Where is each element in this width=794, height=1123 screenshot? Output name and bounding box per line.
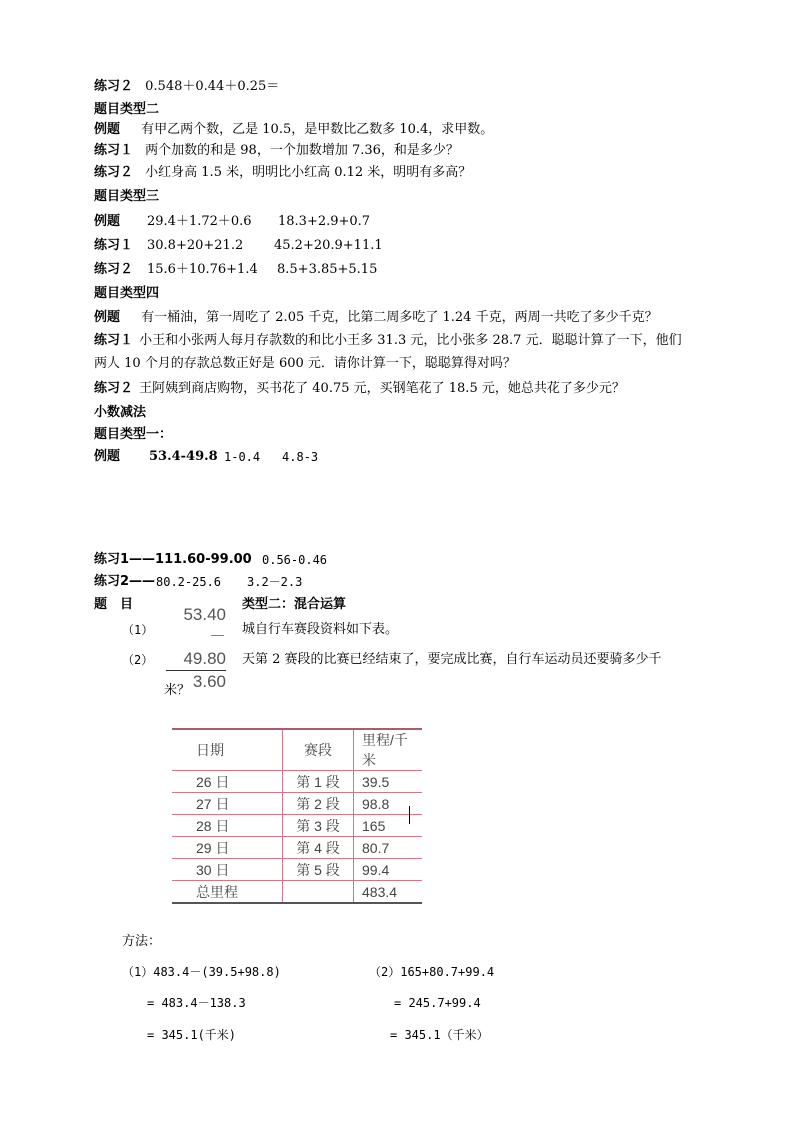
section-heading-type4: 题目类型四 (94, 286, 160, 301)
problem-text: 王阿姨到商店购物，买书花了 40.75 元，买钢笔花了 18.5 元，她总共花了多少元？ (139, 381, 625, 396)
practice-1-line (94, 551, 328, 569)
question-2 (122, 651, 662, 670)
expression: 0.548＋0.44＋0.25＝ (145, 79, 280, 94)
vertical-subtraction (166, 604, 226, 693)
section-heading-subtraction: 小数减法 (94, 405, 147, 420)
line-label: 练习2—— (94, 574, 156, 589)
example-line (94, 309, 658, 327)
line-label: 练习２ (94, 165, 134, 180)
minuend: 53.40 (183, 605, 226, 624)
cell-empty (283, 881, 354, 904)
header-distance: 里程/千米 (354, 729, 423, 771)
cell-stage: 第 2 段 (283, 793, 354, 815)
problem-text: 有一桶油，第一周吃了 2.05 千克，比第二周多吃了 1.24 千克，两周一共吃了多少千克？ (141, 310, 658, 325)
header-stage: 赛段 (283, 729, 354, 771)
cell-date: 27 日 (172, 793, 283, 815)
subtrahend: － 49.80 (183, 627, 226, 668)
section-heading-a: 题 目 (94, 597, 134, 612)
expression-b: 1-0.4 (224, 450, 261, 464)
table-row (172, 815, 422, 837)
question-number: （1） (122, 623, 154, 637)
method-left-step-1: （1）483.4－(39.5+98.8) (122, 965, 281, 979)
cell-total-label: 总里程 (172, 881, 283, 904)
section-heading-type2: 题目类型二 (94, 102, 160, 117)
line-label: 例题 (94, 214, 121, 229)
cell-date: 30 日 (172, 859, 283, 881)
line-label: 练习２ (94, 262, 134, 277)
table-header-row (172, 729, 422, 771)
expression-b: 45.2+20.9+11.1 (274, 238, 383, 253)
cell-distance: 165 (354, 815, 423, 837)
question-2-continuation: 米？ (164, 683, 191, 698)
question-text: 城自行车赛段资料如下表。 (242, 622, 399, 637)
problem-continuation: 两人 10 个月的存款总数正好是 600 元．请你计算一下，聪聪算得对吗？ (94, 356, 516, 371)
cell-distance: 99.4 (354, 859, 423, 881)
cell-stage: 第 3 段 (283, 815, 354, 837)
cell-distance: 98.8 (354, 793, 423, 815)
table-row (172, 837, 422, 859)
question-1 (122, 621, 399, 640)
section-heading-type1: 题目类型一： (94, 427, 173, 442)
line-label: 例题 (94, 310, 121, 325)
problem-text: 小红身高 1.5 米，明明比小红高 0.12 米，明明有多高？ (145, 165, 472, 180)
expression-c: 3.2－2.3 (247, 575, 303, 589)
method-right-step-1: （2）165+80.7+99.4 (369, 965, 495, 979)
problem-text: 小王和小张两人每月存款数的和比小王多 31.3 元，比小张多 28.7 元．聪聪计算了一下，他们 (139, 333, 682, 348)
line-label: 练习１ (94, 143, 134, 158)
race-stage-table (172, 728, 422, 904)
problem-text: 有甲乙两个数，乙是 10.5，是甲数比乙数多 10.4，求甲数。 (141, 122, 494, 137)
difference: 3.60 (166, 670, 226, 693)
practice-1-line (94, 142, 459, 160)
method-right-step-3: = 345.1（千米） (390, 1028, 489, 1042)
method-left-step-3: = 345.1(千米) (147, 1028, 237, 1042)
cell-date: 29 日 (172, 837, 283, 859)
line-label: 例题 (94, 449, 121, 464)
header-date: 日期 (172, 729, 283, 771)
example-line (94, 121, 493, 139)
expression-a: 53.4-49.8 (149, 449, 218, 464)
cell-stage: 第 5 段 (283, 859, 354, 881)
expression-a: 30.8+20+21.2 (147, 238, 244, 253)
section-heading-mixed: 类型二：混合运算 (242, 597, 347, 612)
section-heading-type3: 题目类型三 (94, 189, 160, 204)
expression-b: 0.56-0.46 (262, 553, 328, 567)
text-cursor (409, 806, 410, 824)
method-left-step-2: = 483.4－138.3 (147, 996, 246, 1010)
practice-1-line (94, 332, 682, 350)
question-number: （2） (122, 653, 154, 667)
cell-distance: 39.5 (354, 771, 423, 793)
expression-b: 8.5+3.85+5.15 (277, 262, 378, 277)
practice-2-line (94, 78, 279, 96)
cell-date: 28 日 (172, 815, 283, 837)
cell-stage: 第 4 段 (283, 837, 354, 859)
table-row (172, 771, 422, 793)
practice-1-line (94, 237, 383, 255)
cell-distance: 80.7 (354, 837, 423, 859)
line-label: 练习２ (94, 79, 134, 94)
table-row (172, 859, 422, 881)
expression-a: 15.6＋10.76+1.4 (147, 262, 258, 277)
practice-2-line (94, 261, 378, 279)
table-row (172, 793, 422, 815)
practice-2-line (94, 164, 471, 182)
expression-b: 18.3+2.9+0.7 (278, 214, 371, 229)
cell-stage: 第 1 段 (283, 771, 354, 793)
method-title: 方法： (122, 934, 162, 949)
problem-text: 两个加数的和是 98，一个加数增加 7.36，和是多少？ (145, 143, 459, 158)
cell-date: 26 日 (172, 771, 283, 793)
line-label: 例题 (94, 122, 121, 137)
cell-total-distance: 483.4 (354, 881, 423, 904)
line-label: 练习1——111.60-99.00 (94, 552, 252, 567)
question-text: 天第 2 赛段的比赛已经结束了，要完成比赛，自行车运动员还要骑多少千 (242, 652, 662, 667)
line-label: 练习２ (94, 381, 134, 396)
method-right-step-2: = 245.7+99.4 (394, 996, 481, 1010)
example-line (94, 448, 319, 466)
expression-c: 4.8-3 (282, 450, 319, 464)
expression-a: 29.4＋1.72＋0.6 (147, 214, 252, 229)
expression-b: 80.2-25.6 (156, 575, 222, 589)
practice-2-line (94, 380, 625, 398)
line-label: 练习１ (94, 238, 134, 253)
line-label: 练习１ (94, 333, 134, 348)
practice-2-line (94, 573, 303, 591)
table-total-row (172, 881, 422, 904)
example-line (94, 213, 371, 231)
